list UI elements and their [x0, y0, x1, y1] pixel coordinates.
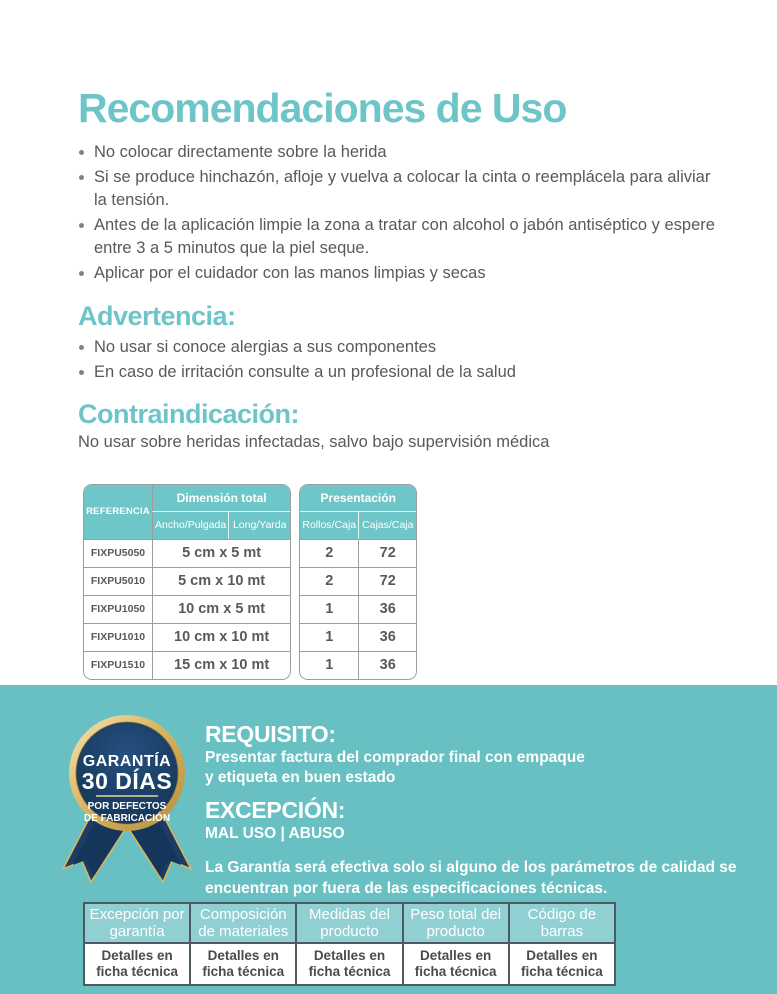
list-item — [78, 262, 717, 285]
dimension-cell: 15 cm x 10 mt — [152, 651, 290, 679]
warranty-badge — [60, 709, 194, 891]
table-row — [84, 651, 290, 679]
rollos-cell: 1 — [300, 623, 358, 651]
bullet-icon — [79, 175, 84, 180]
rollos-cell: 2 — [300, 567, 358, 595]
reference-cell: FIXPU1050 — [84, 595, 152, 623]
list-item-text: En caso de irritación consulte a un profesional de la salud — [94, 363, 516, 382]
warranty-badge-icon — [60, 709, 194, 891]
column-header-presentacion: Presentación — [300, 485, 416, 512]
table-row — [300, 651, 416, 679]
detail-cell: Detalles en ficha técnica — [296, 943, 402, 985]
list-item-text: No usar si conoce alergias a sus componentes — [94, 337, 437, 356]
bullet-icon — [79, 345, 84, 350]
list-item — [78, 361, 717, 384]
column-header-cajas: Cajas/Caja — [358, 512, 416, 539]
detail-cell: Detalles en ficha técnica — [84, 943, 190, 985]
cajas-cell: 36 — [358, 595, 416, 623]
column-header-ancho: Ancho/Pulgada — [152, 512, 228, 539]
cajas-cell: 72 — [358, 539, 416, 567]
list-item — [78, 166, 717, 211]
detail-cell: Detalles en ficha técnica — [403, 943, 509, 985]
column-header-excepcion-garantia: Excepción por garantía — [84, 903, 190, 943]
reference-cell: FIXPU5050 — [84, 539, 152, 567]
dimension-cell: 5 cm x 10 mt — [152, 567, 290, 595]
rollos-cell: 1 — [300, 595, 358, 623]
presentation-table — [299, 484, 417, 680]
reference-cell: FIXPU5010 — [84, 567, 152, 595]
warranty-section — [0, 685, 777, 994]
table-row — [84, 567, 290, 595]
table-row — [300, 595, 416, 623]
list-item — [78, 214, 717, 259]
list-item-text: Si se produce hinchazón, afloje y vuelva a colocar la cinta o reemplácela para aliviar la tensión. — [94, 168, 711, 209]
detail-cell: Detalles en ficha técnica — [190, 943, 296, 985]
requisito-text-line1: Presentar factura del comprador final con empaque — [205, 748, 585, 766]
contraindication-text: No usar sobre heridas infectadas, salvo bajo supervisión médica — [78, 433, 550, 452]
rollos-cell: 1 — [300, 651, 358, 679]
dimension-cell: 10 cm x 10 mt — [152, 623, 290, 651]
dimension-cell: 10 cm x 5 mt — [152, 595, 290, 623]
badge-line-de-fabricacion: DE FABRICACIÓN — [83, 813, 171, 824]
table-row — [300, 567, 416, 595]
requisito-text-line2: y etiqueta en buen estado — [205, 769, 396, 787]
column-header-long: Long/Yarda — [228, 512, 290, 539]
contraindication-title: Contraindicación: — [78, 398, 300, 429]
column-header-composicion: Composición de materiales — [190, 903, 296, 943]
warranty-note-line1: La Garantía será efectiva solo si alguno de los parámetros de calidad se — [205, 859, 737, 876]
column-header-codigo-barras: Código de barras — [509, 903, 615, 943]
bullet-icon — [79, 223, 84, 228]
dimensions-table — [83, 484, 291, 680]
warranty-note-line2: encuentran por fuera de las especificaciones técnicas. — [205, 879, 608, 897]
table-row — [84, 539, 290, 567]
list-item-text: Aplicar por el cuidador con las manos limpias y secas — [94, 264, 486, 283]
badge-line-por-defectos: POR DEFECTOS — [87, 801, 167, 812]
rollos-cell: 2 — [300, 539, 358, 567]
excepcion-text: MAL USO | ABUSO — [205, 824, 345, 842]
dimension-cell: 5 cm x 5 mt — [152, 539, 290, 567]
warranty-text-block — [205, 722, 745, 899]
bullet-icon — [79, 271, 84, 276]
column-header-rollos: Rollos/Caja — [300, 512, 358, 539]
badge-line-garantia: GARANTÍA — [82, 753, 172, 770]
table-row — [300, 623, 416, 651]
detail-cell: Detalles en ficha técnica — [509, 943, 615, 985]
excepcion-title: EXCEPCIÓN: — [205, 796, 346, 823]
warranty-details-table — [83, 902, 616, 986]
list-item-text: No colocar directamente sobre la herida — [94, 142, 387, 161]
warning-title: Advertencia: — [78, 300, 236, 331]
recommendations-list — [78, 141, 717, 285]
warning-list — [78, 336, 717, 384]
bullet-icon — [79, 150, 84, 155]
list-item — [78, 141, 717, 164]
table-row — [300, 539, 416, 567]
badge-line-30-dias: 30 DÍAS — [81, 768, 173, 794]
page-title: Recomendaciones de Uso — [78, 85, 567, 131]
bullet-icon — [79, 370, 84, 375]
spec-tables — [83, 484, 717, 680]
cajas-cell: 36 — [358, 623, 416, 651]
column-header-peso: Peso total del producto — [403, 903, 509, 943]
list-item-text: Antes de la aplicación limpie la zona a tratar con alcohol o jabón antiséptico y espere entre 3 a 5 minutos que la piel seque. — [94, 216, 715, 257]
table-row — [84, 623, 290, 651]
cajas-cell: 36 — [358, 651, 416, 679]
table-row — [84, 943, 615, 985]
reference-cell: FIXPU1010 — [84, 623, 152, 651]
list-item — [78, 336, 717, 359]
requisito-title: REQUISITO: — [205, 721, 336, 747]
column-header-dimension-total: Dimensión total — [152, 485, 290, 512]
column-header-medidas: Medidas del producto — [296, 903, 402, 943]
column-header-referencia: REFERENCIA — [84, 485, 152, 539]
table-header-row — [84, 903, 615, 943]
cajas-cell: 72 — [358, 567, 416, 595]
table-row — [84, 595, 290, 623]
reference-cell: FIXPU1510 — [84, 651, 152, 679]
